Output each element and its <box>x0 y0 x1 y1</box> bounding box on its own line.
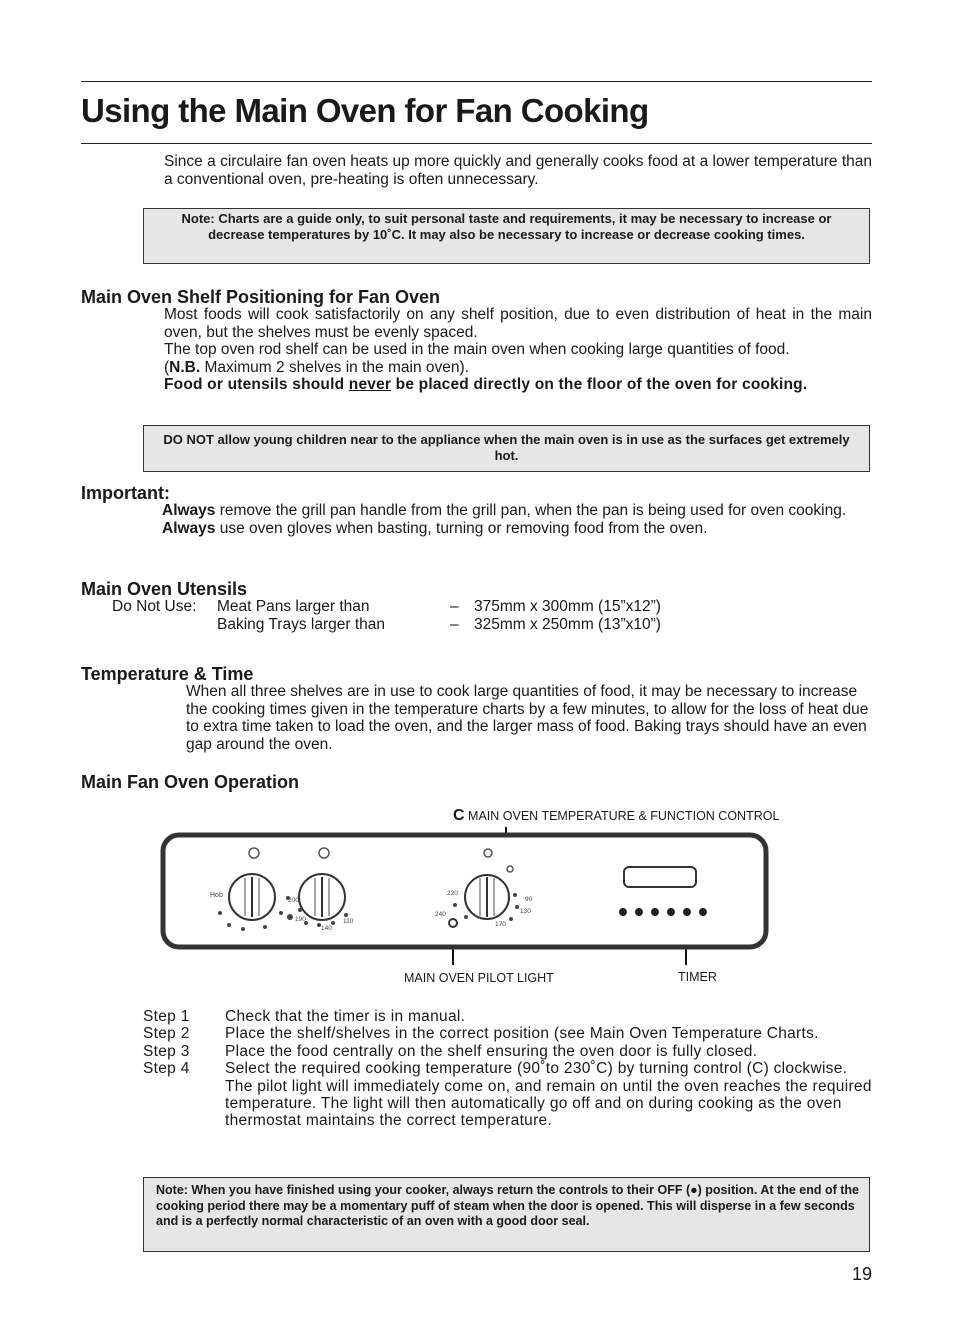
svg-text:110: 110 <box>343 918 354 925</box>
do-not-use-label: Do Not Use: <box>112 598 197 615</box>
step-row: Step 2 Place the shelf/shelves in the correct position (see Main Oven Temperature Charts. <box>143 1025 819 1043</box>
control-panel-diagram <box>155 825 780 965</box>
guide-note-text: Note: Charts are a guide only, to suit personal taste and requirements, it may be necessary to increase or decrease temperatures by 10˚C. It may also be necessary to increase or decrease cooking times. <box>181 211 832 242</box>
important-text: Always remove the grill pan handle from the grill pan, when the pan is being used for oven cooking. Always use oven gloves when basting, turning or removing food from the oven. <box>162 502 847 537</box>
operation-heading: Main Fan Oven Operation <box>81 772 300 792</box>
guide-note-box <box>143 208 870 264</box>
control-c-label: C MAIN OVEN TEMPERATURE & FUNCTION CONTROL <box>453 807 780 824</box>
svg-text:Hob: Hob <box>210 892 223 899</box>
svg-text:170: 170 <box>495 921 506 928</box>
svg-text:190: 190 <box>295 916 306 923</box>
pilot-light-label: MAIN OVEN PILOT LIGHT <box>404 971 554 985</box>
step-row: Step 4 Select the required cooking temperature (90˚to 230˚C) by turning control (C) clockwise. The pilot light will immediately come on, and remain on until the oven reaches the required temperature. The light will then automatically go off and on during cooking as the oven thermostat maintains the correct temperature. <box>143 1060 872 1130</box>
intro-paragraph: Since a circulaire fan oven heats up more quickly and generally cooks food at a lower temperature than a conventional oven, pre-heating is often unnecessary. <box>164 153 872 188</box>
children-warning-text: DO NOT allow young children near to the appliance when the main oven is in use as the surfaces get extremely hot. <box>163 432 850 463</box>
svg-text:140: 140 <box>321 925 332 932</box>
shelf-p2: The top oven rod shelf can be used in the main oven when cooking large quantities of food. (N.B. Maximum 2 shelves in the main oven). <box>164 341 790 376</box>
timer-display <box>624 867 696 887</box>
step-row: Step 1 Check that the timer is in manual. <box>143 1008 466 1025</box>
shelf-p3: Food or utensils should never be placed directly on the floor of the oven for cooking. <box>164 376 808 394</box>
operation-steps <box>143 1008 873 1130</box>
children-warning-box <box>143 425 870 472</box>
svg-text:220: 220 <box>447 890 458 897</box>
timer-label: TIMER <box>678 970 717 984</box>
shelf-p1: Most foods will cook satisfactorily on any shelf position, due to even distribution of heat in the main oven, but the shelves must be evenly spaced. <box>164 306 872 341</box>
temp-time-heading: Temperature & Time <box>81 664 254 684</box>
pilot-light <box>449 919 457 927</box>
svg-text:240: 240 <box>435 911 446 918</box>
step-row: Step 3 Place the food centrally on the shelf ensuring the oven door is fully closed. <box>143 1042 758 1060</box>
utensil-row: Meat Pans larger than <box>217 598 370 615</box>
page-number: 19 <box>851 1264 872 1284</box>
temp-time-text: When all three shelves are in use to cook large quantities of food, it may be necessary to increase the cooking times given in the temperature charts by a few minutes, to allow for the loss of heat due to extra time taken to load the oven, and the larger mass of food. Baking trays should have an even gap around the oven. <box>186 683 869 753</box>
svg-text:130: 130 <box>520 908 531 915</box>
utensil-row: Baking Trays larger than <box>217 616 386 633</box>
svg-text:200: 200 <box>288 897 299 904</box>
page-title: Using the Main Oven for Fan Cooking <box>81 92 649 129</box>
shelf-heading: Main Oven Shelf Positioning for Fan Oven <box>81 287 441 307</box>
final-note-text: Note: When you have finished using your cooker, always return the controls to their OFF (●) position. At the end of the cooking period there may be a momentary puff of steam when the door is opened. This will disperse in a few seconds and is a perfectly normal characteristic of an oven with a good door seal. <box>156 1183 859 1228</box>
title-underline <box>81 143 872 144</box>
shelf-text <box>164 306 872 394</box>
final-note-box <box>143 1177 870 1252</box>
utensils-heading: Main Oven Utensils <box>81 579 248 599</box>
top-rule <box>81 81 872 82</box>
svg-text:90: 90 <box>525 896 533 903</box>
important-heading: Important: <box>81 483 170 503</box>
